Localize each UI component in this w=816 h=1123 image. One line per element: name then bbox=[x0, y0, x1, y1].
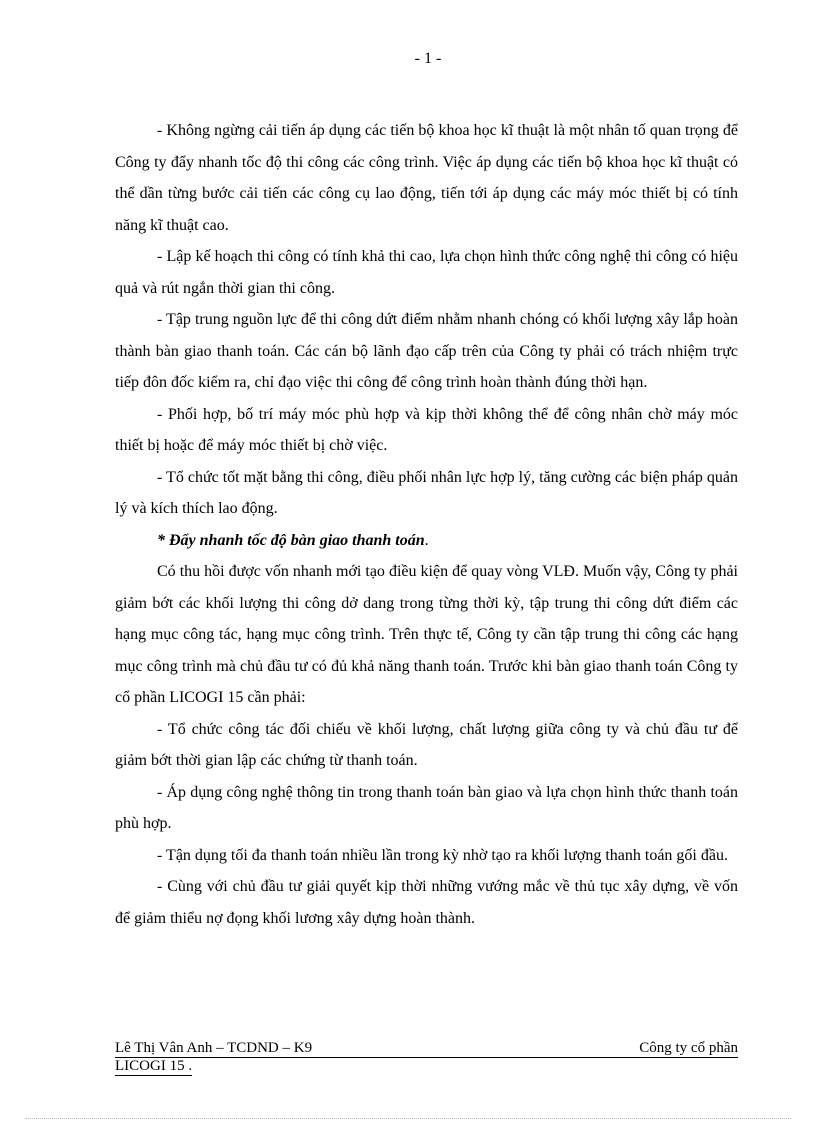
paragraph: - Tập trung nguồn lực để thi công dứt điểm nhằm nhanh chóng có khối lượng xây lắp hoàn thành bàn giao thanh toán. Các cán bộ lãnh đạo cấp trên của Công ty phải có trách nhiệm trực tiếp đôn đốc kiểm ra, chỉ đạo việc thi công để công trình hoàn thành đúng thời hạn. bbox=[115, 311, 738, 391]
section-heading-text: * Đẩy nhanh tốc độ bàn giao thanh toán bbox=[157, 531, 425, 549]
paragraph: - Tổ chức tốt mặt bằng thi công, điều phối nhân lực hợp lý, tăng cường các biện pháp quản lý và kích thích lao động. bbox=[115, 468, 738, 517]
section-heading bbox=[115, 525, 738, 557]
page-footer bbox=[115, 1040, 738, 1076]
paragraph: - Tận dụng tối đa thanh toán nhiều lần trong kỳ nhờ tạo ra khối lượng thanh toán gối đầu. bbox=[157, 846, 728, 864]
paragraph: - Áp dụng công nghệ thông tin trong thanh toán bàn giao và lựa chọn hình thức thanh toán phù hợp. bbox=[115, 783, 738, 832]
footer-author: Lê Thị Vân Anh – TCDND – K9 bbox=[115, 1040, 313, 1056]
section-heading-suffix: . bbox=[424, 531, 429, 549]
footer-company-line2: LICOGI 15 . bbox=[115, 1058, 193, 1074]
page-bottom-rule bbox=[25, 1118, 791, 1119]
paragraph: - Tổ chức công tác đối chiếu về khối lượng, chất lượng giữa công ty và chủ đầu tư để giảm bớt thời gian lập các chứng từ thanh toán. bbox=[115, 720, 738, 769]
paragraph: - Phối hợp, bố trí máy móc phù hợp và kịp thời không thể để công nhân chờ máy móc thiết bị hoặc để máy móc thiết bị chờ việc. bbox=[115, 405, 738, 454]
footer-line bbox=[115, 1040, 738, 1058]
paragraph: - Lập kế hoạch thi công có tính khả thi cao, lựa chọn hình thức công nghệ thi công có hiệu quả và rút ngắn thời gian thi công. bbox=[115, 248, 738, 297]
paragraph: Có thu hồi được vốn nhanh mới tạo điều kiện để quay vòng VLĐ. Muốn vậy, Công ty phải giảm bớt các khối lượng thi công dở dang trong từng thời kỳ, tập trung thi công dứt điểm các hạng mục công tác, hạng mục công trình. Trên thực tế, Công ty cần tập trung thi công các hạng mục công trình mà chủ đầu tư có đủ khả năng thanh toán. Trước khi bàn giao thanh toán Công ty cổ phần LICOGI 15 cần phải: bbox=[115, 563, 738, 706]
page-number: - 1 - bbox=[414, 50, 442, 67]
document-body bbox=[115, 115, 738, 934]
footer-company: Công ty cổ phần bbox=[639, 1040, 738, 1056]
paragraph: - Không ngừng cải tiến áp dụng các tiến bộ khoa học kĩ thuật là một nhân tố quan trọng để Công ty đẩy nhanh tốc độ thi công các công trình. Việc áp dụng các tiến bộ khoa học kĩ thuật có thể dần từng bước cải tiến các công cụ lao động, tiến tới áp dụng các máy móc thiết bị có tính năng kĩ thuật cao. bbox=[115, 122, 738, 234]
paragraph: - Cùng với chủ đầu tư giải quyết kịp thời những vướng mắc về thủ tục xây dựng, về vốn để giảm thiểu nợ đọng khối lương xây dựng hoàn thành. bbox=[115, 878, 738, 927]
